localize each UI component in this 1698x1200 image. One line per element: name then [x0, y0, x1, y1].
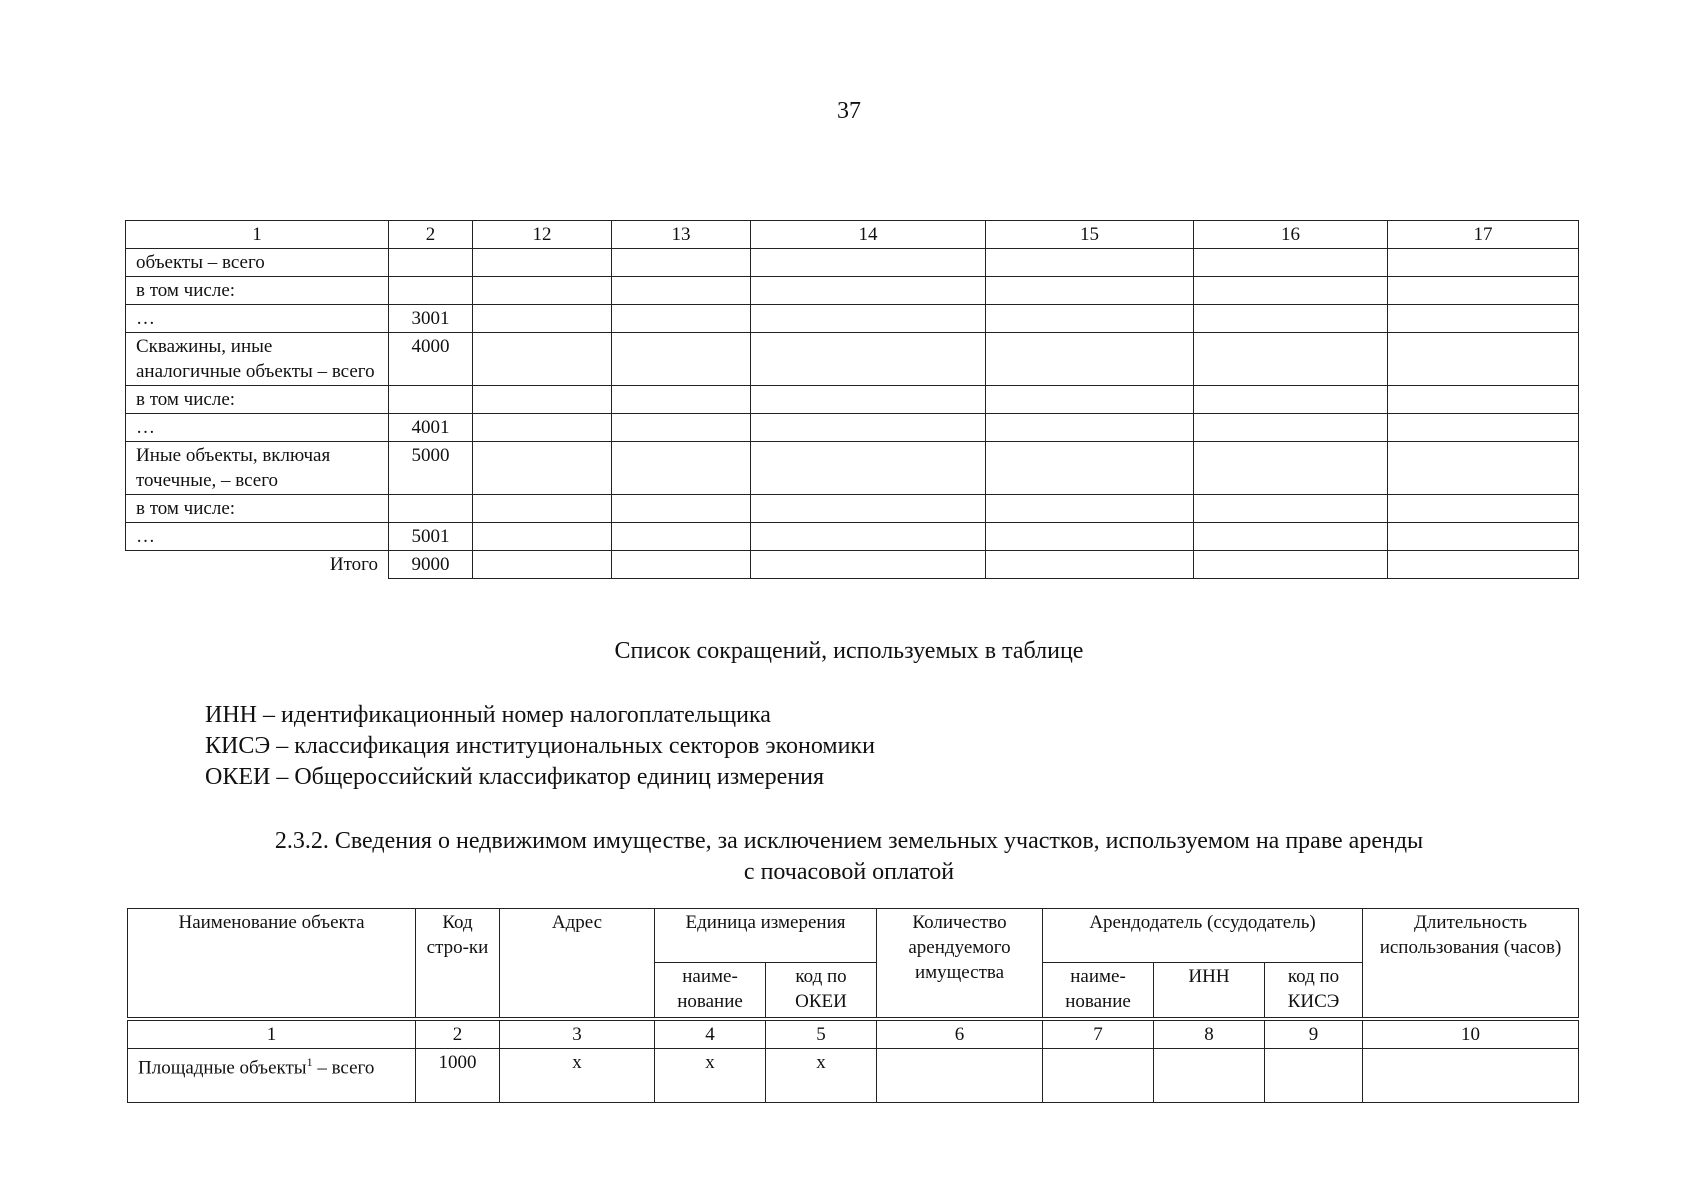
- table-row: [126, 386, 1579, 414]
- empty-cell: [612, 277, 751, 305]
- row-label: объекты – всего: [126, 249, 389, 277]
- page-number: 37: [837, 98, 861, 124]
- empty-cell: [1194, 386, 1388, 414]
- row-code: [389, 495, 473, 523]
- column-number-cell: 2: [389, 221, 473, 249]
- column-number-cell: 15: [986, 221, 1194, 249]
- row-label: Скважины, иные аналогичные объекты – всего: [126, 333, 389, 386]
- empty-cell: [1388, 414, 1579, 442]
- table-row: [126, 414, 1579, 442]
- empty-cell: [1388, 333, 1579, 386]
- header-duration: Длительность использования (часов): [1363, 909, 1579, 1019]
- column-number-cell: 3: [500, 1019, 655, 1049]
- table-row: [126, 277, 1579, 305]
- column-number-cell: 16: [1194, 221, 1388, 249]
- column-number-cell: 5: [766, 1019, 877, 1049]
- table-row: [126, 249, 1579, 277]
- empty-cell: [751, 277, 986, 305]
- empty-cell: [751, 523, 986, 551]
- column-number-cell: 8: [1154, 1019, 1265, 1049]
- empty-cell: [986, 305, 1194, 333]
- header-unit: Единица измерения: [655, 909, 877, 963]
- empty-cell: [986, 414, 1194, 442]
- row-code: 5001: [389, 523, 473, 551]
- column-number-cell: 2: [416, 1019, 500, 1049]
- table-row: [126, 333, 1579, 386]
- header-lessor-inn: ИНН: [1154, 963, 1265, 1019]
- empty-cell: [473, 277, 612, 305]
- empty-cell: [986, 333, 1194, 386]
- total-row: [126, 551, 1579, 579]
- empty-cell: [473, 333, 612, 386]
- empty-cell: [1194, 305, 1388, 333]
- column-number-cell: 13: [612, 221, 751, 249]
- empty-cell: [986, 551, 1194, 579]
- row-code: 3001: [389, 305, 473, 333]
- row-label: Площадные объекты$^1$ – всего: [128, 1048, 416, 1102]
- row-code: 5000: [389, 442, 473, 495]
- row-code: [389, 249, 473, 277]
- empty-cell: [986, 523, 1194, 551]
- row-unit-name: x: [655, 1048, 766, 1102]
- empty-cell: [1194, 277, 1388, 305]
- row-label: в том числе:: [126, 277, 389, 305]
- row-label: …: [126, 305, 389, 333]
- row-code: [389, 277, 473, 305]
- empty-cell: [612, 551, 751, 579]
- empty-cell: [612, 414, 751, 442]
- empty-cell: [751, 495, 986, 523]
- row-label: в том числе:: [126, 386, 389, 414]
- abbreviations-title: Список сокращений, используемых в таблице: [614, 638, 1084, 664]
- header-lessor: Арендодатель (ссудодатель): [1043, 909, 1363, 963]
- row-duration: [1363, 1048, 1579, 1102]
- column-number-cell: 12: [473, 221, 612, 249]
- empty-cell: [751, 333, 986, 386]
- footnote-marker: 1: [306, 1054, 313, 1069]
- header-quantity: Количество арендуемого имущества: [877, 909, 1043, 1019]
- empty-cell: [751, 305, 986, 333]
- empty-cell: [473, 414, 612, 442]
- row-label: …: [126, 414, 389, 442]
- empty-cell: [1194, 333, 1388, 386]
- column-numbers-row: [128, 1019, 1579, 1049]
- empty-cell: [751, 249, 986, 277]
- row-address: x: [500, 1048, 655, 1102]
- column-number-cell: 1: [128, 1019, 416, 1049]
- empty-cell: [612, 305, 751, 333]
- empty-cell: [986, 495, 1194, 523]
- empty-cell: [1194, 442, 1388, 495]
- empty-cell: [1194, 249, 1388, 277]
- empty-cell: [612, 333, 751, 386]
- empty-cell: [751, 442, 986, 495]
- column-number-cell: 4: [655, 1019, 766, 1049]
- empty-cell: [473, 495, 612, 523]
- empty-cell: [1194, 551, 1388, 579]
- row-label: в том числе:: [126, 495, 389, 523]
- empty-cell: [612, 442, 751, 495]
- table-row: [126, 305, 1579, 333]
- row-label: …: [126, 523, 389, 551]
- row-code: 4001: [389, 414, 473, 442]
- empty-cell: [986, 386, 1194, 414]
- empty-cell: [1388, 442, 1579, 495]
- empty-cell: [986, 277, 1194, 305]
- empty-cell: [1388, 305, 1579, 333]
- table-row: [126, 495, 1579, 523]
- column-number-cell: 14: [751, 221, 986, 249]
- header-code: Код стро-ки: [416, 909, 500, 1019]
- empty-cell: [751, 551, 986, 579]
- empty-cell: [751, 386, 986, 414]
- empty-cell: [612, 249, 751, 277]
- empty-cell: [1388, 277, 1579, 305]
- empty-cell: [612, 386, 751, 414]
- continuation-table: [125, 220, 1579, 579]
- column-number-cell: 9: [1265, 1019, 1363, 1049]
- abbreviation-item: ИНН – идентификационный номер налогоплательщика: [205, 702, 771, 728]
- total-label: Итого: [126, 551, 389, 579]
- empty-cell: [473, 551, 612, 579]
- empty-cell: [986, 442, 1194, 495]
- column-number-cell: 17: [1388, 221, 1579, 249]
- row-quantity: [877, 1048, 1043, 1102]
- header-name: Наименование объекта: [128, 909, 416, 1019]
- column-number-cell: 1: [126, 221, 389, 249]
- header-lessor-name: наиме-нование: [1043, 963, 1154, 1019]
- empty-cell: [473, 305, 612, 333]
- empty-cell: [1194, 523, 1388, 551]
- row-lessor-inn: [1154, 1048, 1265, 1102]
- table-row: [126, 442, 1579, 495]
- section-title-continuation: с почасовой оплатой: [743, 859, 955, 885]
- empty-cell: [1194, 495, 1388, 523]
- empty-cell: [1194, 414, 1388, 442]
- abbreviation-item: ОКЕИ – Общероссийский классификатор единиц измерения: [205, 764, 825, 790]
- empty-cell: [1388, 495, 1579, 523]
- row-code: 1000: [416, 1048, 500, 1102]
- row-label: Иные объекты, включая точечные, – всего: [126, 442, 389, 495]
- empty-cell: [473, 442, 612, 495]
- header-lessor-kise: код по КИСЭ: [1265, 963, 1363, 1019]
- empty-cell: [751, 414, 986, 442]
- empty-cell: [473, 523, 612, 551]
- empty-cell: [986, 249, 1194, 277]
- header-address: Адрес: [500, 909, 655, 1019]
- empty-cell: [1388, 551, 1579, 579]
- row-lessor-name: [1043, 1048, 1154, 1102]
- table-row: [126, 523, 1579, 551]
- row-code: 4000: [389, 333, 473, 386]
- empty-cell: [612, 523, 751, 551]
- section-title: 2.3.2. Сведения о недвижимом имуществе, за исключением земельных участков, используемом на праве аренды: [274, 828, 1424, 854]
- column-number-cell: 6: [877, 1019, 1043, 1049]
- total-code: 9000: [389, 551, 473, 579]
- row-unit-code: x: [766, 1048, 877, 1102]
- column-numbers-row: [126, 221, 1579, 249]
- header-unit-name: наиме-нование: [655, 963, 766, 1019]
- table-row: [128, 1048, 1579, 1102]
- abbreviation-item: КИСЭ – классификация институциональных секторов экономики: [205, 733, 875, 759]
- empty-cell: [1388, 249, 1579, 277]
- row-lessor-kise: [1265, 1048, 1363, 1102]
- empty-cell: [473, 249, 612, 277]
- row-code: [389, 386, 473, 414]
- empty-cell: [1388, 523, 1579, 551]
- header-unit-code: код по ОКЕИ: [766, 963, 877, 1019]
- empty-cell: [473, 386, 612, 414]
- column-number-cell: 7: [1043, 1019, 1154, 1049]
- rental-property-table: [127, 908, 1579, 1103]
- empty-cell: [612, 495, 751, 523]
- empty-cell: [1388, 386, 1579, 414]
- column-number-cell: 10: [1363, 1019, 1579, 1049]
